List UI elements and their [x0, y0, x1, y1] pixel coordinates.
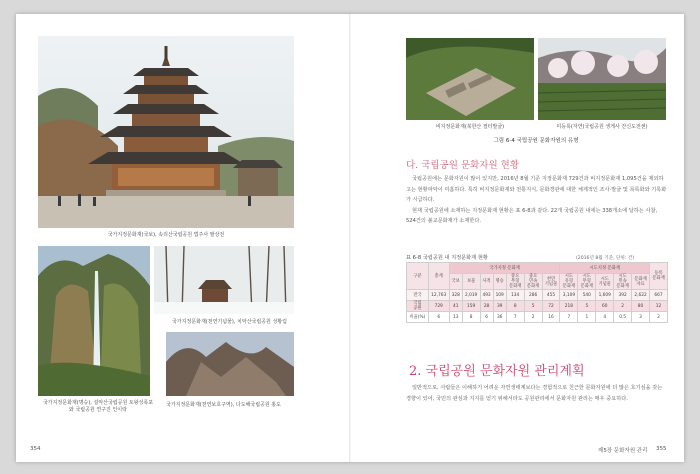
pagoda-photo	[38, 36, 294, 228]
section-title: 다. 국립공원 문화자원 현황	[406, 160, 520, 171]
header-national-col: 중요 무형 문화재	[506, 274, 524, 290]
header-national-col: 명승	[493, 274, 506, 290]
table-cell: 1	[578, 312, 596, 323]
table-cell: 3,109	[560, 290, 578, 301]
table-cell: 6	[480, 312, 493, 323]
table-cell: 28	[480, 301, 493, 312]
right-page-number: 355	[656, 446, 667, 452]
table-cell: 5	[524, 301, 542, 312]
header-city-col: 문화재 자료	[632, 274, 650, 290]
table-cell: 8	[462, 312, 480, 323]
page-gutter	[349, 14, 351, 462]
table-cell: 667	[649, 290, 667, 301]
header-city-col: 시도 무형 문화재	[578, 274, 596, 290]
header-national-group: 국가지정 문화재	[449, 263, 560, 274]
table-cell: 729	[428, 301, 449, 312]
caption-temple-garden: 미등록(자연)국립공원 생게사 잔신도전센)	[556, 124, 648, 130]
plan-title: 2. 국립공원 문화자원 관리계획	[409, 364, 585, 379]
rock-peak-photo	[166, 332, 294, 396]
header-gubun: 구분	[407, 263, 429, 290]
table-cell: 134	[506, 290, 524, 301]
pagoda-illustration	[38, 36, 294, 228]
caption-snow-pavilion: 국가지정문화재(천연기념물), 치악산국립공원 성황림	[172, 319, 287, 325]
running-head: 제5장 문화자원 관리	[598, 448, 648, 454]
header-national-col: 중요 민속 문화재	[524, 274, 542, 290]
table-cell: 5	[578, 301, 596, 312]
body-paragraphs	[406, 174, 668, 227]
table-cell: 493	[480, 290, 493, 301]
table-cell: 540	[578, 290, 596, 301]
caption-pagoda: 국가지정문화재(국보), 속리산국립공원 법주사 팔상전	[107, 232, 225, 238]
book-spread	[16, 14, 684, 462]
heritage-table	[406, 262, 668, 323]
table-cell: 1,609	[596, 290, 614, 301]
header-city-col: 시도 민속 문화재	[614, 274, 632, 290]
table-cell: 13	[449, 312, 462, 323]
paragraph-1: 국립공원에는 문화자원이 많이 있지만, 2016년 8월 기준 지정문화재 729건과 비지정문화재 1,095건을 제외하고는 현황파악이 미흡하다. 특히 비지정문화재와 전통지식, 문화경관에 대한 체계적인 조사·발굴 및 목록화와 기록화가 시급하다.	[406, 176, 667, 203]
table-cell: 2	[649, 312, 667, 323]
snow-forest-illustration	[154, 246, 294, 314]
table-row	[407, 312, 668, 323]
caption-excavation: 비지정문화재(북한산 절터발굴)	[435, 124, 505, 130]
table-cell: 41	[449, 301, 462, 312]
table-cell: 3	[632, 312, 650, 323]
table-cell: 2,019	[462, 290, 480, 301]
table-cell: 60	[596, 301, 614, 312]
table-cell: 4	[596, 312, 614, 323]
table-cell: 392	[614, 290, 632, 301]
table-cell: 7	[506, 312, 524, 323]
header-national-col: 천연 기념물	[542, 274, 560, 290]
table-cell: 0.5	[614, 312, 632, 323]
header-city-group: 시도지정 문화재	[560, 263, 650, 274]
table-cell: 7	[560, 312, 578, 323]
waterfall-illustration	[38, 246, 150, 396]
table-cell: 2,622	[632, 290, 650, 301]
table-row	[407, 290, 668, 301]
caption-waterfall: 국가지정문화재(명승), 설악산국립공원 토왕성폭포 와 국립공원 연구진 인이락	[42, 400, 154, 413]
header-total: 총계	[428, 263, 449, 290]
closing-paragraph: 일반적으로, 사람들은 이해하기 어려운 자연생태계보다는 경험적으로 친근한 문화자원에 더 많은 호기심을 갖는 경향이 있어, 국민의 관심과 지지를 얻기 위해서라도 공원관리에서 문화자원 관리는 매우 중요하다.	[406, 385, 663, 402]
table-row	[407, 301, 668, 312]
table-cell: 286	[524, 290, 542, 301]
excavation-illustration	[406, 38, 534, 120]
excavation-photo	[406, 38, 534, 120]
header-city-col: 시도 기념물	[596, 274, 614, 290]
table-body	[407, 290, 668, 323]
waterfall-photo	[38, 246, 150, 396]
header-national-col: 국보	[449, 274, 462, 290]
header-national-col: 사적	[480, 274, 493, 290]
row-label: 전국	[407, 290, 429, 301]
table-cell: 2	[614, 301, 632, 312]
temple-garden-illustration	[538, 38, 666, 120]
table-cell: 39	[493, 301, 506, 312]
table-title: 표 6-8 국립공원 내 지정문화재 현황	[406, 255, 488, 261]
snow-pavilion-photo	[154, 246, 294, 314]
table-cell: 36	[493, 312, 506, 323]
table-note: (2016년 8월 기준, 단위: 건)	[576, 256, 635, 261]
temple-garden-photo	[538, 38, 666, 120]
header-city-col: 시도 유형 문화재	[560, 274, 578, 290]
row-label: 국립 공원	[407, 301, 429, 312]
table-cell: 12	[649, 301, 667, 312]
paragraph-2: 현재 국립공원에 소재하는 지정문화재 현황은 표 6-8과 같다. 22개 국립공원 내에는 338개소에 달하는 사찰, 524건의 불교문화재가 소재한다.	[406, 207, 658, 224]
table-cell: 218	[560, 301, 578, 312]
caption-rock-peak: 국가지정문화재(천연보호구역), 다도해국립공원 홍도	[166, 402, 281, 408]
table-cell: 8	[506, 301, 524, 312]
figure-title: 그림 6-4 국립공원 문화자원의 유형	[493, 138, 579, 144]
table-cell: 455	[542, 290, 560, 301]
table-cell: 12,763	[428, 290, 449, 301]
table-cell: 2	[524, 312, 542, 323]
header-registered: 등록 문화재	[649, 263, 667, 290]
table-cell: 80	[632, 301, 650, 312]
table-cell: 6	[428, 312, 449, 323]
rock-peak-illustration	[166, 332, 294, 396]
table-cell: 72	[542, 301, 560, 312]
header-national-col: 보물	[462, 274, 480, 290]
table-cell: 16	[542, 312, 560, 323]
table-cell: 109	[493, 290, 506, 301]
table-cell: 328	[449, 290, 462, 301]
table-cell: 159	[462, 301, 480, 312]
left-page-number: 354	[30, 446, 41, 452]
row-label: 비율(%)	[407, 312, 429, 323]
